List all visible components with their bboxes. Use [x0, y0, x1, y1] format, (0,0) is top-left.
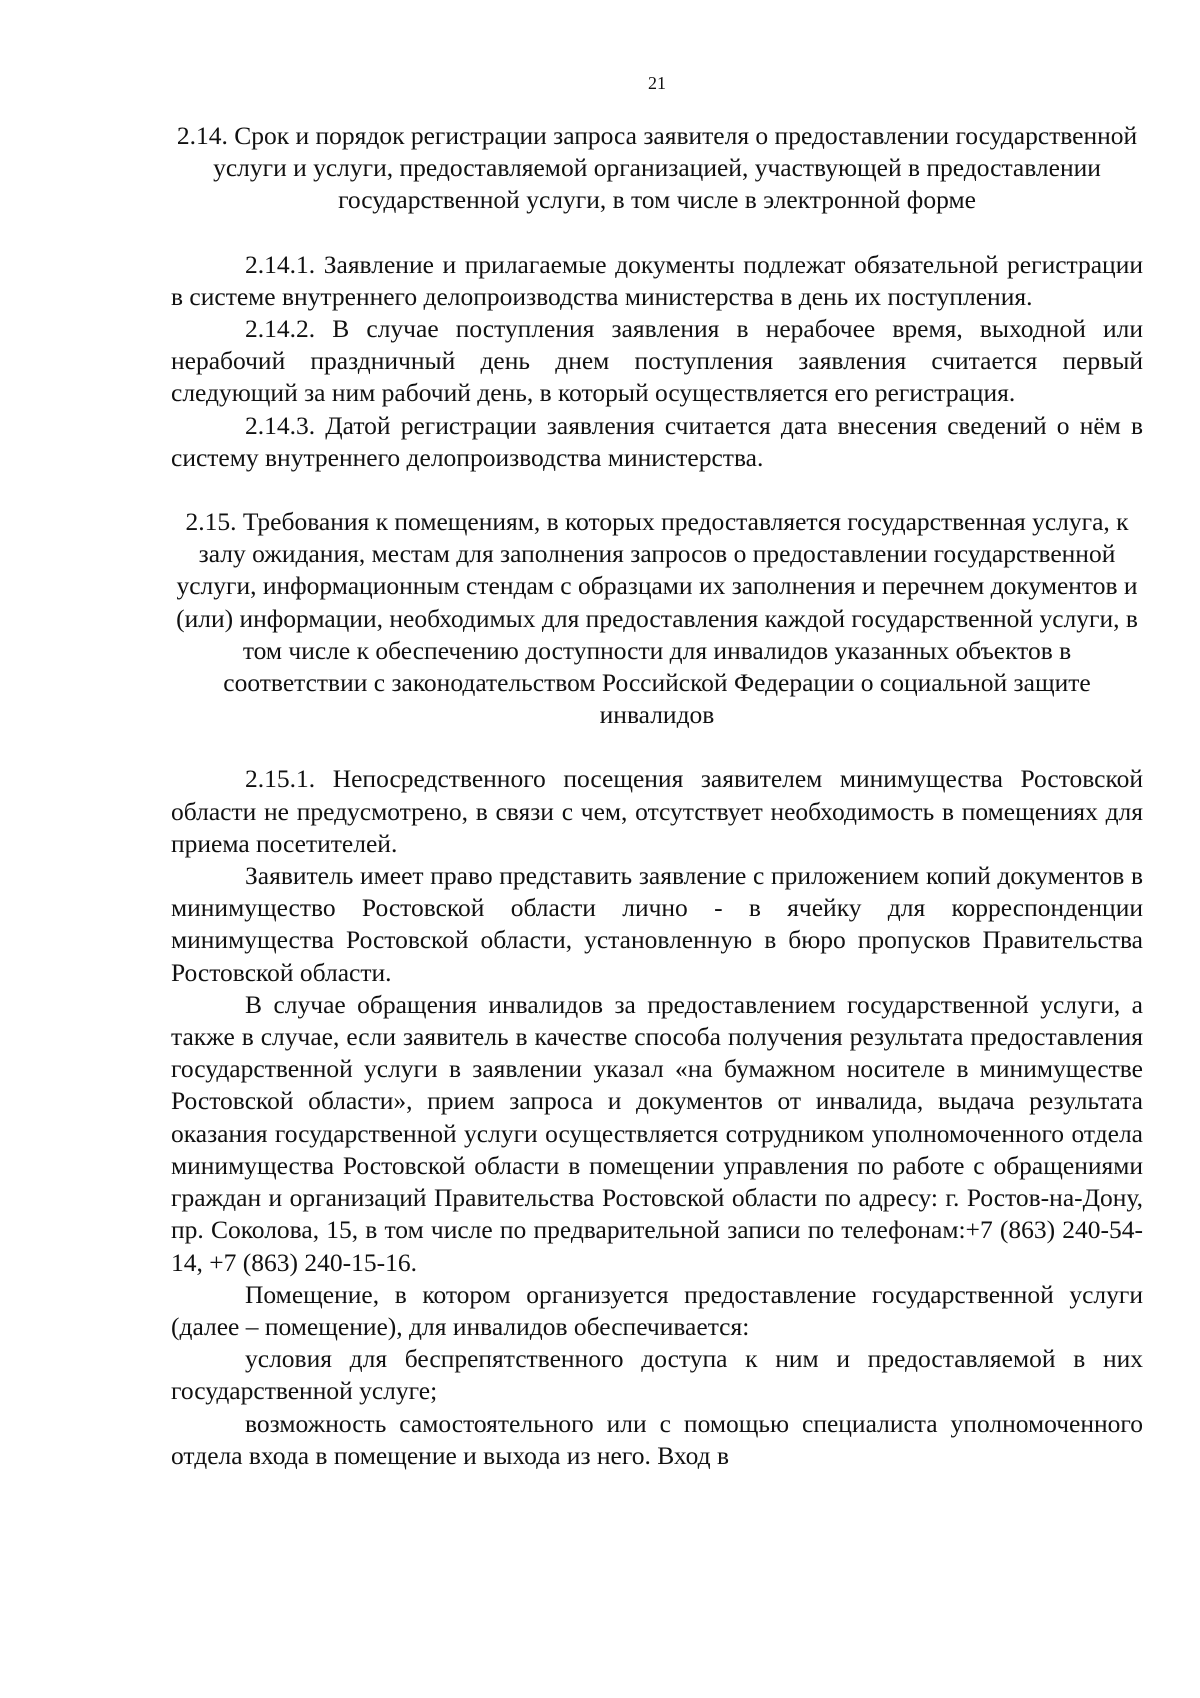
section-2-15-heading: 2.15. Требования к помещениям, в которых предоставляется государственная услуга, к залу ожидания, местам для заполнения запросов о предоставлении государственной услуги, информационным стендам с образцами их заполнения и перечнем документов и (или) информации, необходимых для предоставления каждой государственной услуги, в том числе к обеспечению доступности для инвалидов указанных объектов в соответствии с законодательством Российской Федерации о социальной защите инвалидов — [176, 507, 1138, 730]
spacer — [171, 474, 1143, 506]
paragraph-2-14-3: 2.14.3. Датой регистрации заявления считается дата внесения сведений о нём в систему внутреннего делопроизводства министерства. — [171, 410, 1143, 472]
paragraph-disabled-persons: В случае обращения инвалидов за предоставлением государственной услуги, а также в случае, если заявитель в качестве способа получения результата предоставления государственной услуги в заявлении указал «на бумажном носителе в минимуществе Ростовской области», прием запроса и документов от инвалида, выдача результата оказания государственной услуги осуществляется сотрудником уполномоченного отдела минимущества Ростовской области в помещении управления по работе с обращениями граждан и организаций Правительства Ростовской области по адресу: г. Ростов-на-Дону, пр. Соколова, 15, в том числе по предварительной записи по телефонам:+7 (863) 240-54-14, +7 (863) 240-15-16. — [171, 989, 1143, 1277]
paragraph-2-14-2: 2.14.2. В случае поступления заявления в нерабочее время, выходной или нерабочий праздничный день днем поступления заявления считается первый следующий за ним рабочий день, в который осуществляется его регистрация. — [171, 314, 1143, 408]
paragraph-premises: Помещение, в котором организуется предоставление государственной услуги (далее – помещение), для инвалидов обеспечивается: — [171, 1279, 1143, 1341]
paragraph-applicant-right: Заявитель имеет право представить заявление с приложением копий документов в минимущество Ростовской области лично - в ячейку для корреспонденции минимущества Ростовской области, установленную в бюро пропусков Правительства Ростовской области. — [171, 861, 1143, 987]
spacer — [171, 217, 1143, 249]
paragraph-2-14-1: 2.14.1. Заявление и прилагаемые документы подлежат обязательной регистрации в системе внутреннего делопроизводства министерства в день их поступления. — [171, 249, 1143, 311]
section-2-14-heading: 2.14. Срок и порядок регистрации запроса заявителя о предоставлении государственной услуги и услуги, предоставляемой организацией, участвующей в предоставлении государственной услуги, в том числе в электронной форме — [176, 121, 1138, 215]
paragraph-entry-exit: возможность самостоятельного или с помощью специалиста уполномоченного отдела входа в помещение и выхода из него. Вход в — [171, 1408, 1143, 1470]
paragraph-access-conditions: условия для беспрепятственного доступа к ним и предоставляемой в них государственной услуге; — [171, 1344, 1143, 1406]
document-body — [171, 120, 1143, 1472]
spacer — [171, 731, 1143, 763]
page-number: 21 — [648, 73, 666, 93]
paragraph-2-15-1: 2.15.1. Непосредственного посещения заявителем минимущества Ростовской области не предусмотрено, в связи с чем, отсутствует необходимость в помещениях для приема посетителей. — [171, 764, 1143, 858]
